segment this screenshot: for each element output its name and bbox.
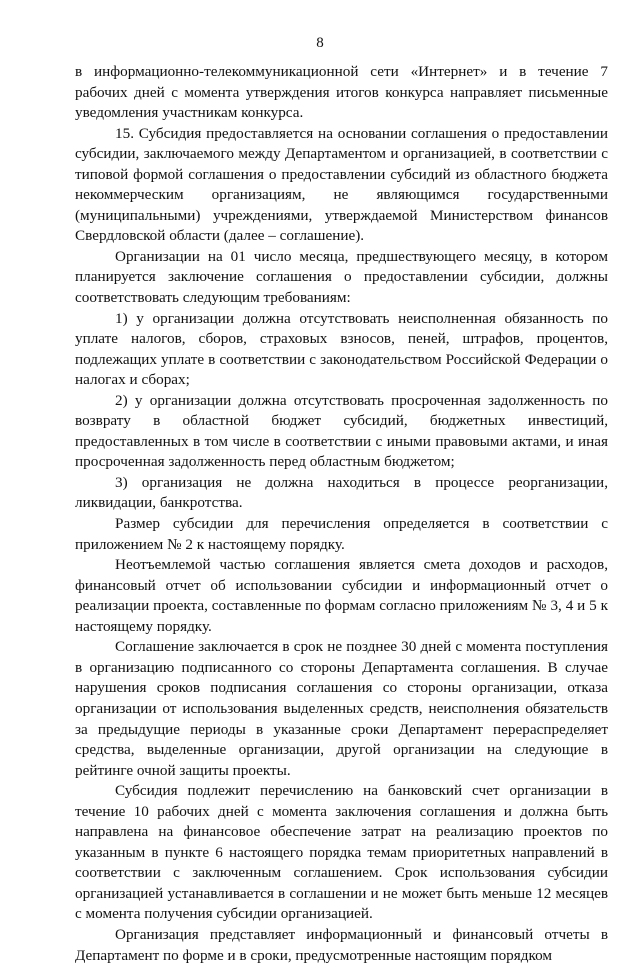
paragraph-requirement-1: 1) у организации должна отсутствовать неисполненная обязанность по уплате налогов, сборов, страховых взносов, пеней, штрафов, процентов, подлежащих уплате в соответствии с законодательством Российской Федерации о налогах и сборах; [75,309,608,389]
paragraph-reports: Организация представляет информационный и финансовый отчеты в Департамент по форме и в сроки, предусмотренные настоящим порядком [75,925,608,964]
page-number: 8 [316,35,324,51]
document-body [75,62,608,966]
paragraph-requirement-3: 3) организация не должна находиться в процессе реорганизации, ликвидации, банкротства. [75,473,608,512]
paragraph-subsidy-transfer: Субсидия подлежит перечислению на банковский счет организации в течение 10 рабочих дней с момента заключения соглашения и должна быть направлена на финансовое обеспечение затрат на реализацию проектов по указанным в пункте 6 настоящего порядка темам приоритетных направлений в соответствии с заключенным соглашением. Срок использования субсидии организацией устанавливается в соглашении и не может быть меньше 12 месяцев с момента получения субсидии организацией. [75,782,608,923]
paragraph-agreement-parts: Неотъемлемой частью соглашения является смета доходов и расходов, финансовый отчет об использовании субсидии и информационный отчет о реализации проекта, составленные по формам согласно приложениям № 3, 4 и 5 к настоящему порядку. [75,556,608,635]
paragraph-agreement-terms: Соглашение заключается в срок не позднее 30 дней с момента поступления в организацию подписанного со стороны Департамента соглашения. В случае нарушения сроков подписания соглашения со стороны организации, отказа организации от использования выделенных средств, неисполнения обязательств за предыдущие периоды в указанные сроки Департамент перераспределяет средства, выделенные организации, другой организации на следующие в рейтинге очной защиты проекты. [75,638,608,779]
paragraph-requirements-intro: Организации на 01 число месяца, предшествующего месяцу, в котором планируется заключение соглашения о предоставлении субсидии, должны соответствовать следующим требованиям: [75,247,608,307]
paragraph-subsidy-amount: Размер субсидии для перечисления определяется в соответствии с приложением № 2 к настоящему порядку. [75,515,608,553]
paragraph-requirement-2: 2) у организации должна отсутствовать просроченная задолженность по возврату в областной бюджет субсидий, бюджетных инвестиций, предоставленных в том числе в соответствии с иными правовыми актами, и иная просроченная задолженность перед областным бюджетом; [75,391,608,471]
paragraph-continuation: в информационно-телекоммуникационной сети «Интернет» и в течение 7 рабочих дней с момента утверждения итогов конкурса направляет письменные уведомления участникам конкурса. [75,63,608,122]
paragraph-item-15: 15. Субсидия предоставляется на основании соглашения о предоставлении субсидии, заключаемого между Департаментом и организацией, в соответствии с типовой формой соглашения о предоставлении субсидий из областного бюджета некоммерческим организациям, не являющимся государственными (муниципальными) учреждениями, утверждаемой Министерством финансов Свердловской области (далее – соглашение). [75,124,608,245]
